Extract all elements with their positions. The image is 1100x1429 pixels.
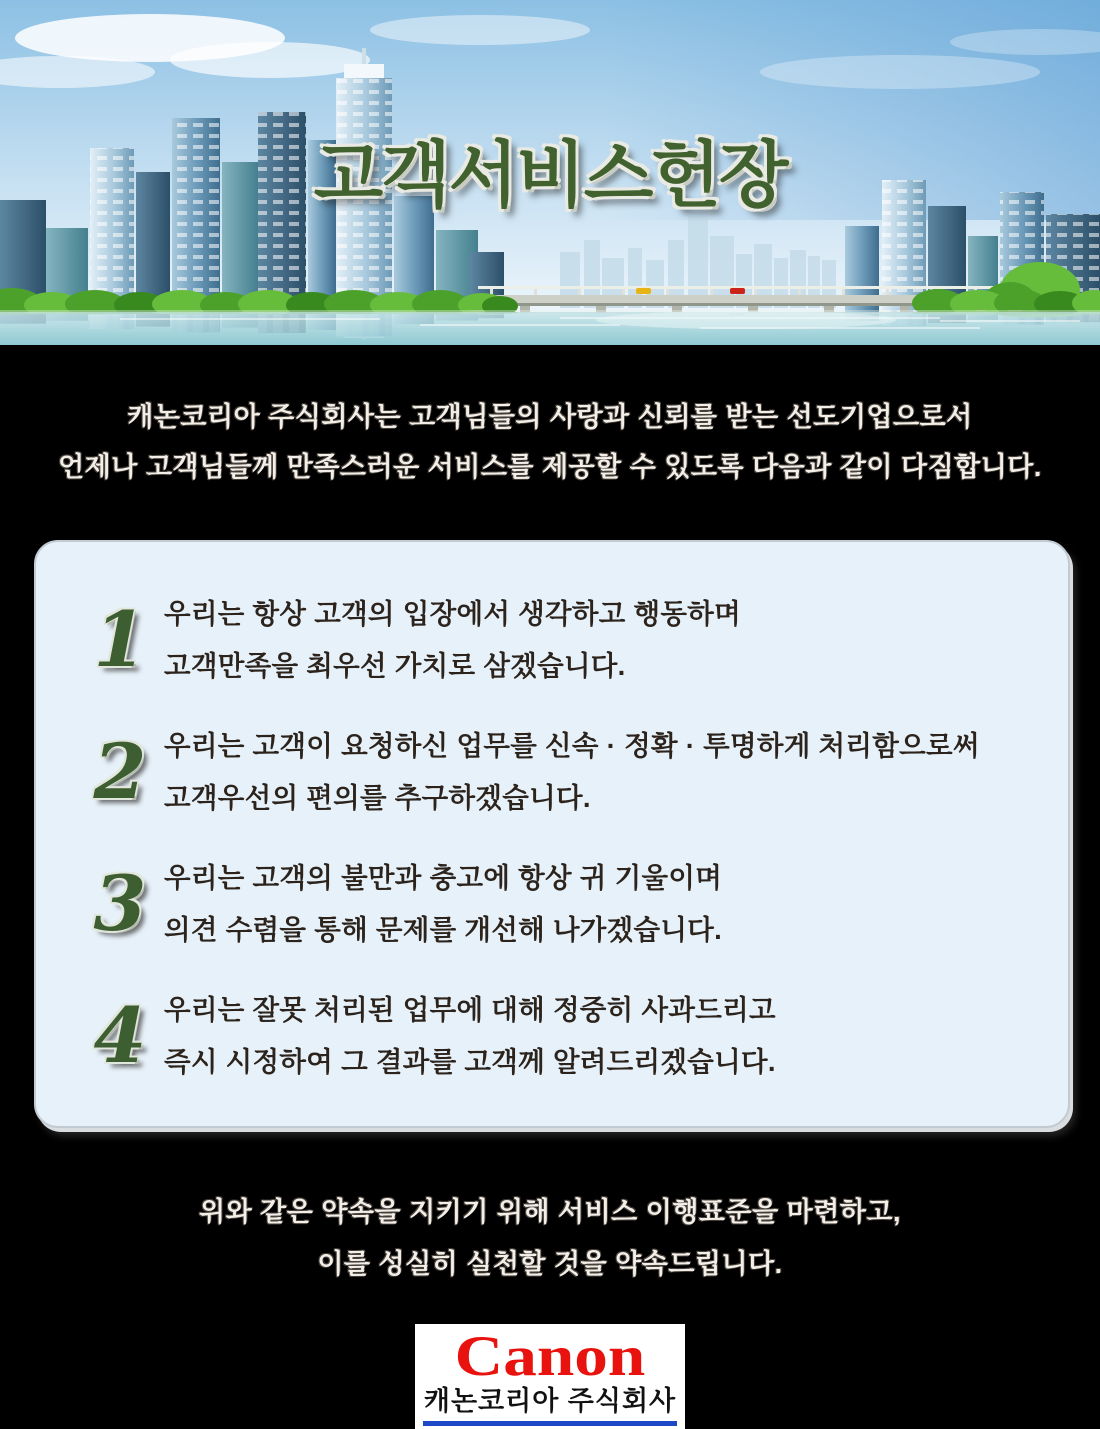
- closing-line-2: 이를 성실히 실천할 것을 약속드립니다.: [317, 1249, 783, 1279]
- charter-item-4: [76, 984, 1048, 1088]
- item-1-line-2: 고객만족을 최우선 가치로 삼겠습니다.: [164, 650, 626, 681]
- item-number-3: 3: [93, 858, 147, 948]
- canon-wordmark: Canon: [454, 1325, 646, 1388]
- item-4-line-2: 즉시 시정하여 그 결과를 고객께 알려드리겠습니다.: [164, 1046, 776, 1077]
- canon-logo: [415, 1324, 685, 1429]
- item-1-line-1: 우리는 항상 고객의 입장에서 생각하고 행동하며: [164, 598, 741, 629]
- item-4-line-1: 우리는 잘못 처리된 업무에 대해 정중히 사과드리고: [164, 994, 776, 1025]
- item-text-3: [164, 852, 722, 956]
- charter-item-2: [76, 720, 1048, 824]
- item-number-2: 2: [93, 726, 147, 816]
- item-text-2: [164, 720, 980, 824]
- item-3-line-2: 의견 수렴을 통해 문제를 개선해 나가겠습니다.: [164, 914, 723, 945]
- intro-line-1: 캐논코리아 주식회사는 고객님들의 사랑과 신뢰를 받는 선도기업으로서: [127, 402, 973, 432]
- charter-item-3: [76, 852, 1048, 956]
- item-text-1: [164, 588, 741, 692]
- item-2-line-1: 우리는 고객이 요청하신 업무를 신속 · 정확 · 투명하게 처리함으로써: [164, 730, 980, 761]
- item-number-1: 1: [93, 594, 147, 684]
- logo-underline-bar: [423, 1421, 677, 1426]
- item-number-4: 4: [93, 990, 147, 1080]
- intro-line-2: 언제나 고객님들께 만족스러운 서비스를 제공할 수 있도록 다음과 같이 다짐합니다.: [58, 452, 1042, 482]
- header-banner: [0, 0, 1100, 345]
- page-title: 고객서비스헌장: [313, 136, 787, 216]
- closing-text: [0, 1186, 1100, 1290]
- charter-item-1: [76, 588, 1048, 692]
- charter-box: [34, 540, 1070, 1128]
- closing-line-1: 위와 같은 약속을 지키기 위해 서비스 이행표준을 마련하고,: [199, 1197, 901, 1227]
- item-2-line-2: 고객우선의 편의를 추구하겠습니다.: [164, 782, 591, 813]
- item-3-line-1: 우리는 고객의 불만과 충고에 항상 귀 기울이며: [164, 862, 723, 893]
- intro-text: [0, 345, 1100, 492]
- item-text-4: [164, 984, 776, 1088]
- company-name: 캐논코리아 주식회사: [423, 1386, 677, 1416]
